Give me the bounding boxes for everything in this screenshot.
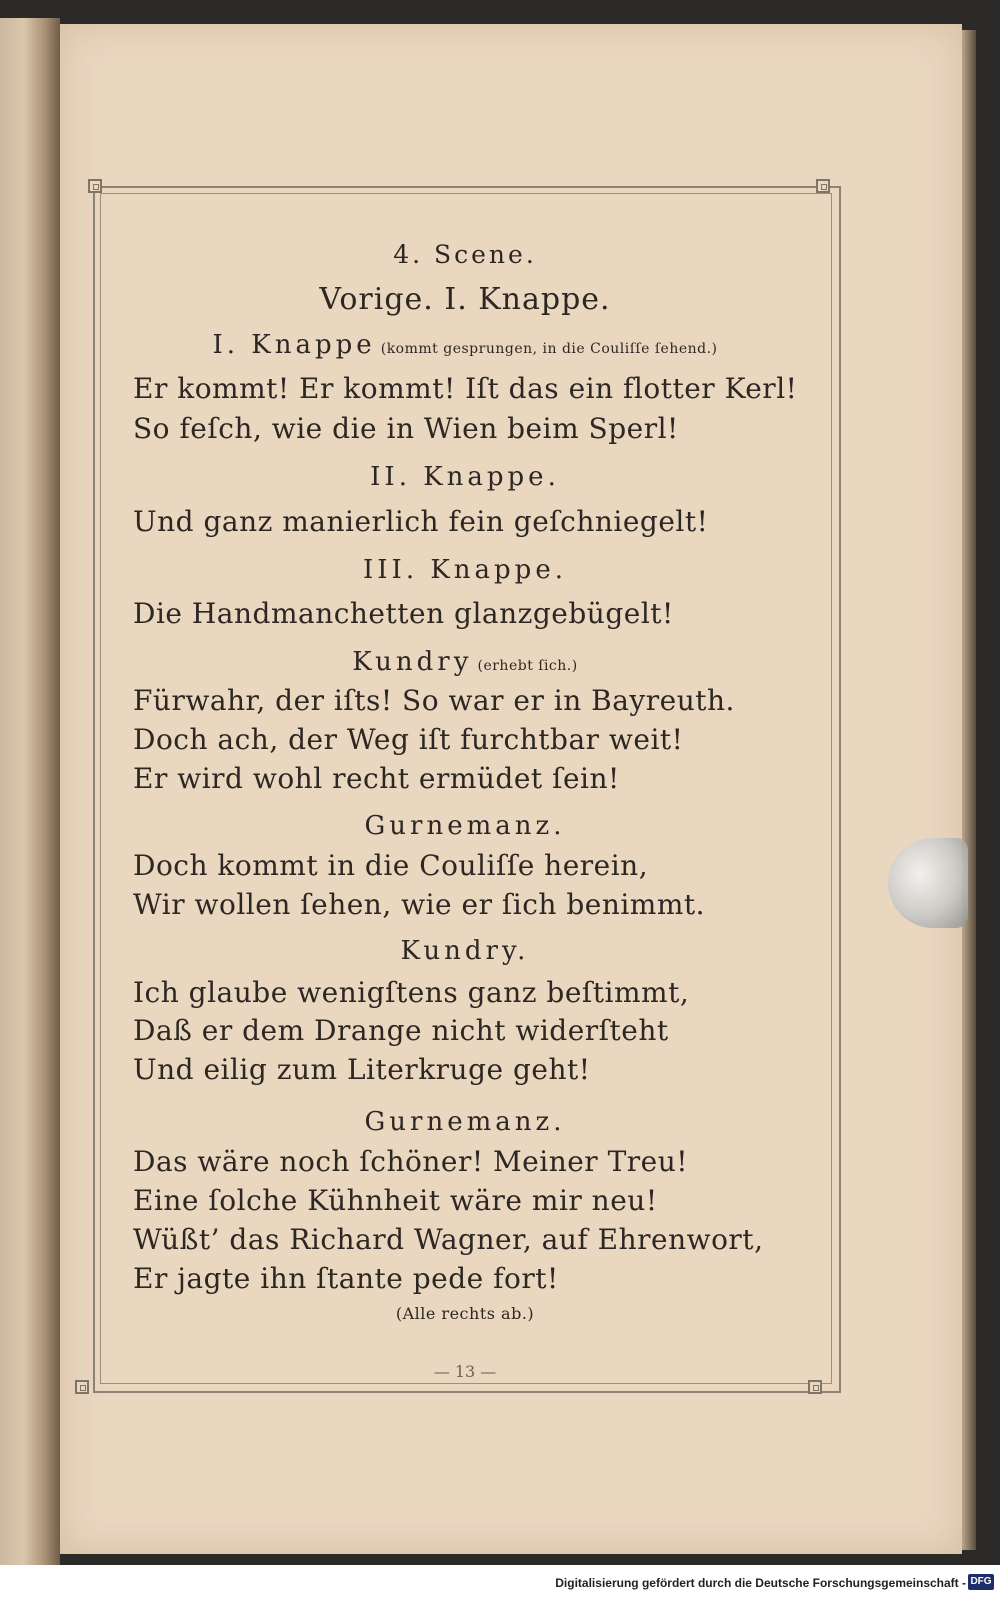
footer-credit: Digitalisierung gefördert durch die Deutsche Forschungsgemeinschaft - xyxy=(555,1576,966,1590)
frame-corner-top-right xyxy=(816,179,830,193)
frame-corner-bottom-left xyxy=(75,1380,89,1394)
verse-line: Er kommt! Er kommt! Iſt das ein flotter Kerl! xyxy=(133,372,798,405)
verse-line: Doch kommt in die Couliſſe herein, xyxy=(133,849,649,882)
speaker-name: II. Knappe. xyxy=(370,462,560,492)
speaker-name: I. Knappe xyxy=(212,330,376,360)
exit-direction: (Alle rechts ab.) xyxy=(395,1304,535,1323)
scene-heading: 4. Scene. xyxy=(393,240,537,269)
verse-line: Er wird wohl recht ermüdet ſein! xyxy=(133,762,620,795)
dfg-logo: DFG xyxy=(968,1574,994,1590)
page-number: — 13 — xyxy=(433,1362,497,1381)
frame-corner-top-left xyxy=(88,179,102,193)
speaker-line xyxy=(100,330,830,360)
glass-page-holder xyxy=(888,838,968,928)
verse-line: Ich glaube wenigſtens ganz beſtimmt, xyxy=(133,976,690,1009)
speaker-name: Kundry xyxy=(352,647,473,677)
verse-line: Und ganz manierlich fein geſchniegelt! xyxy=(133,505,709,538)
speaker-name: III. Knappe. xyxy=(363,555,567,585)
cast-heading: Vorige. I. Knappe. xyxy=(319,282,611,317)
verse-line: Eine ſolche Kühnheit wäre mir neu! xyxy=(133,1184,658,1217)
verse-line: Fürwahr, der iſts! So war er in Bayreuth. xyxy=(133,684,735,717)
verse-line: Und eilig zum Literkruge geht! xyxy=(133,1053,591,1086)
verse-line: Wüßt’ das Richard Wagner, auf Ehrenwort, xyxy=(133,1223,764,1256)
speaker-name: Kundry. xyxy=(400,936,530,966)
verse-line: So feſch, wie die in Wien beim Sperl! xyxy=(133,412,679,445)
speaker-name: Gurnemanz. xyxy=(364,1107,566,1137)
speaker-line xyxy=(100,647,830,677)
speaker-name: Gurnemanz. xyxy=(364,811,566,841)
verse-line: Er jagte ihn ſtante pede fort! xyxy=(133,1262,559,1295)
verse-line: Doch ach, der Weg iſt furchtbar weit! xyxy=(133,723,684,756)
frame-corner-bottom-right xyxy=(808,1380,822,1394)
right-page-edge xyxy=(962,30,976,1550)
verse-line: Daß er dem Drange nicht widerſteht xyxy=(133,1014,669,1047)
stage-direction: (erhebt ſich.) xyxy=(477,658,578,674)
verse-line: Das wäre noch ſchöner! Meiner Treu! xyxy=(133,1145,689,1178)
verse-line: Wir wollen ſehen, wie er ſich benimmt. xyxy=(133,888,706,921)
verse-line: Die Handmanchetten glanzgebügelt! xyxy=(133,597,674,630)
left-page-edge xyxy=(0,18,60,1565)
stage-direction: (kommt gesprungen, in die Couliſſe ſehend.) xyxy=(380,341,718,357)
